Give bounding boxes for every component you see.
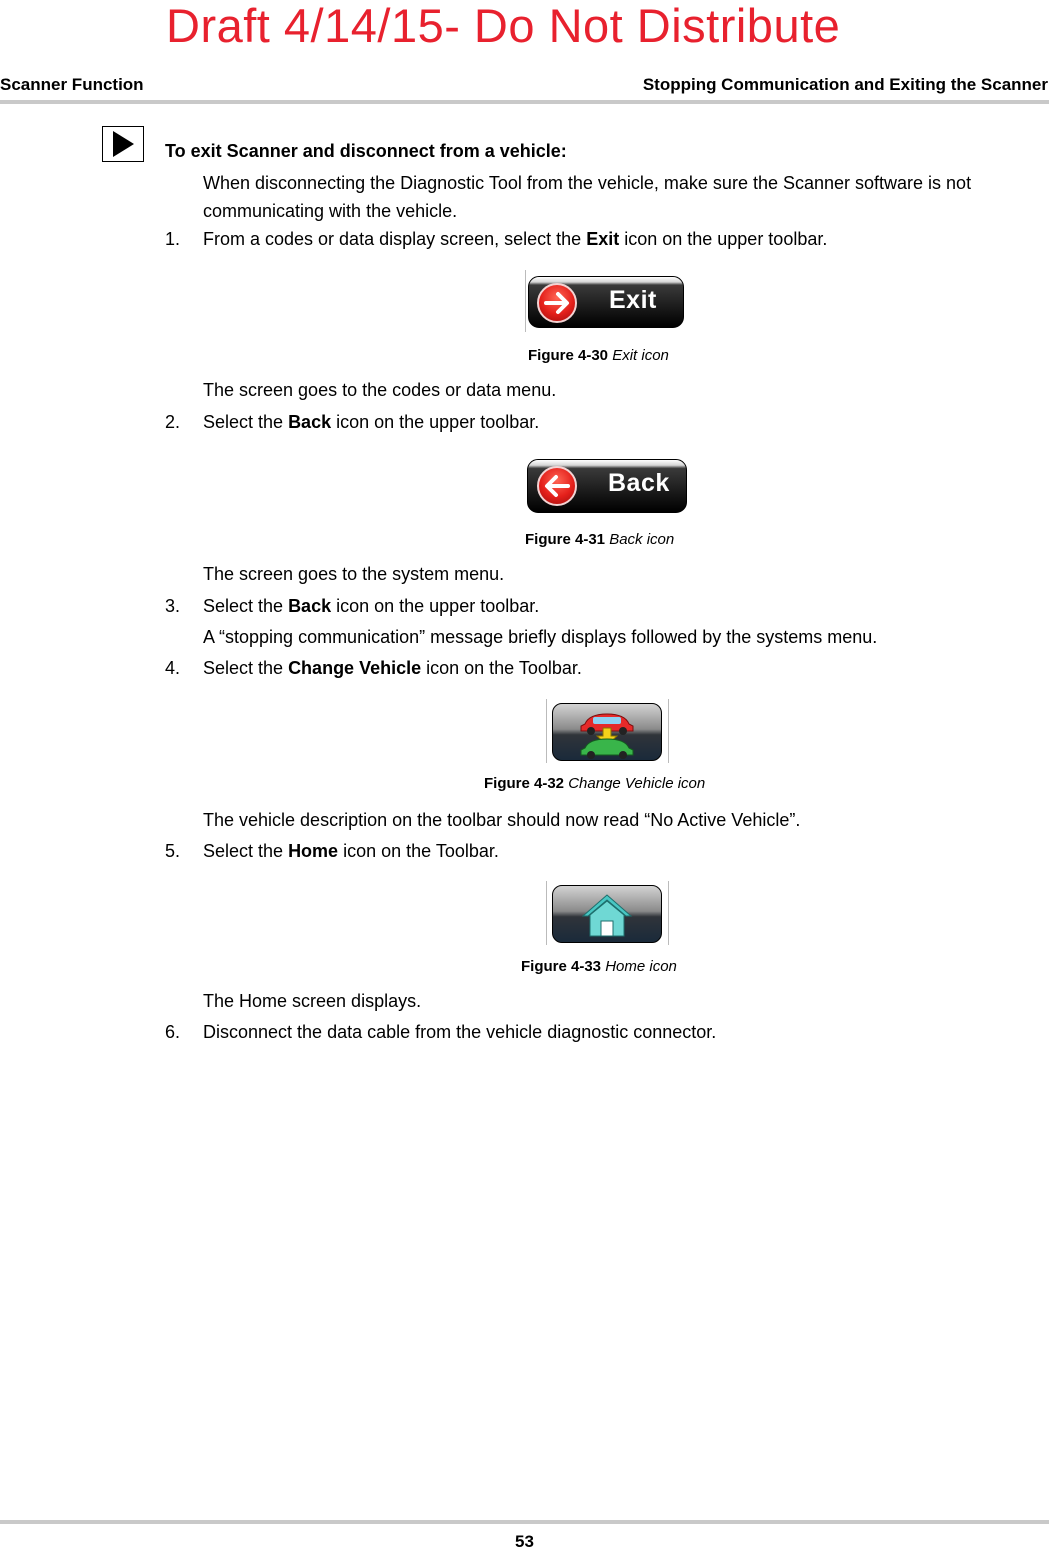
step-number: 3. [165,596,181,616]
step-5-text: Select the Home icon on the Toolbar. [203,841,499,861]
procedure-title: To exit Scanner and disconnect from a vehicle: [165,141,567,161]
step-2-text: Select the Back icon on the upper toolbar. [203,412,540,432]
result-text: The Home screen displays. [203,991,422,1011]
result-text: A “stopping communication” message briefly displays followed by the systems menu. [203,627,878,647]
step-4-text: Select the Change Vehicle icon on the Toolbar. [203,658,582,678]
figure-caption: Figure 4-33 Home icon [521,958,677,975]
home-icon [552,885,662,943]
step-number: 2. [165,412,181,432]
back-arrow-icon [537,466,577,506]
result-text: The vehicle description on the toolbar should now read “No Active Vehicle”. [203,810,801,830]
back-button-label: Back [608,469,670,497]
result-text: The screen goes to the codes or data menu. [203,380,557,400]
exit-arrow-icon [537,283,577,323]
footer-rule [0,1520,1049,1524]
figure-frame-line [525,270,526,332]
step-number: 5. [165,841,181,861]
exit-button-label: Exit [609,286,657,314]
figure-frame-line [668,699,669,763]
figure-caption: Figure 4-30 Exit icon [528,347,669,364]
figure-frame-line [546,699,547,763]
back-button-image [527,459,687,513]
step-number: 1. [165,229,181,249]
figure-frame-line [546,881,547,945]
intro-paragraph: When disconnecting the Diagnostic Tool from the vehicle, make sure the Scanner software is not communicating with the vehicle. [203,173,972,221]
step-3-text: Select the Back icon on the upper toolbar. [203,596,540,616]
header-chapter: Scanner Function [0,75,144,94]
step-1-text: From a codes or data display screen, select the Exit icon on the upper toolbar. [203,229,828,249]
draft-watermark: Draft 4/14/15- Do Not Distribute [166,0,841,52]
procedure-icon [102,126,144,162]
header-rule [0,100,1049,104]
header-section: Stopping Communication and Exiting the Scanner [642,75,1048,94]
figure-frame-line [668,881,669,945]
result-text: The screen goes to the system menu. [203,564,505,584]
step-6-text: Disconnect the data cable from the vehicle diagnostic connector. [203,1022,717,1042]
figure-caption: Figure 4-32 Change Vehicle icon [484,775,706,792]
step-number: 6. [165,1022,181,1042]
page-number: 53 [515,1532,534,1551]
step-number: 4. [165,658,181,678]
change-vehicle-icon [552,703,662,761]
exit-button-image [528,276,684,328]
figure-caption: Figure 4-31 Back icon [525,531,675,548]
